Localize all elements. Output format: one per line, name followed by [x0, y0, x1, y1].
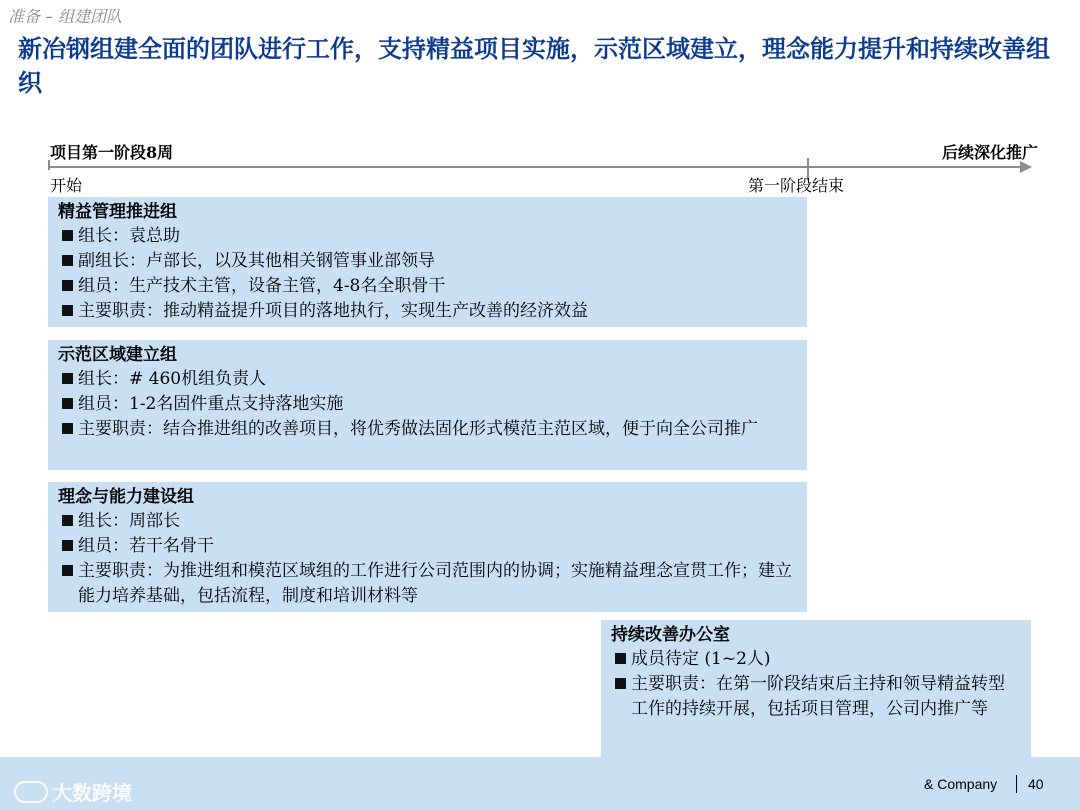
- group-title: 理念与能力建设组: [58, 487, 194, 507]
- list-item: 主要职责：推动精益提升项目的落地执行，实现生产改善的经济效益: [58, 299, 797, 324]
- timeline-arrowhead: [1020, 161, 1032, 173]
- timeline-phase-label: 项目第一阶段8周: [50, 143, 174, 162]
- list-item: 主要职责：为推进组和模范区域组的工作进行公司范围内的协调；实施精益理念宣贯工作；建立能力培养基础，包括流程，制度和培训材料等: [58, 559, 797, 609]
- square-bullet-icon: [62, 280, 73, 291]
- list-item: 组长：袁总助: [58, 224, 797, 249]
- square-bullet-icon: [62, 398, 73, 409]
- group-box-continuous-improvement: [601, 620, 1031, 757]
- timeline-start-tick: [48, 160, 50, 170]
- company-label: & Company: [924, 776, 998, 792]
- square-bullet-icon: [62, 230, 73, 241]
- logo-mark-icon: [14, 781, 48, 803]
- list-item: 组员：若干名骨干: [58, 534, 797, 559]
- group-box-demo-area: [48, 340, 807, 470]
- watermark-text: 大数跨境: [52, 781, 132, 805]
- square-bullet-icon: [615, 678, 626, 689]
- list-item: 成员待定 (1~2人): [611, 647, 1021, 672]
- page-title: 新冶钢组建全面的团队进行工作，支持精益项目实施，示范区域建立，理念能力提升和持续改善组织: [18, 35, 1050, 97]
- square-bullet-icon: [615, 653, 626, 664]
- watermark-logo: [14, 777, 132, 806]
- list-item: 组员：生产技术主管，设备主管，4-8名全职骨干: [58, 274, 797, 299]
- section-tag: 准备 – 组建团队: [8, 7, 123, 26]
- square-bullet-icon: [62, 255, 73, 266]
- square-bullet-icon: [62, 373, 73, 384]
- group-box-lean-promotion: [48, 197, 807, 327]
- group-title: 精益管理推进组: [58, 202, 177, 222]
- group-title: 示范区域建立组: [58, 345, 177, 365]
- list-item: 组长：# 460机组负责人: [58, 367, 797, 392]
- square-bullet-icon: [62, 305, 73, 316]
- square-bullet-icon: [62, 515, 73, 526]
- list-item: 组长：周部长: [58, 509, 797, 534]
- footer-divider: [1016, 775, 1017, 793]
- square-bullet-icon: [62, 423, 73, 434]
- timeline-followup-label: 后续深化推广: [941, 143, 1038, 162]
- page-number: 40: [1028, 776, 1044, 792]
- group-title: 持续改善办公室: [611, 625, 730, 645]
- square-bullet-icon: [62, 565, 73, 576]
- list-item: 主要职责：结合推进组的改善项目，将优秀做法固化形式模范主范区域，便于向全公司推广: [58, 417, 797, 442]
- group-box-concept-capability: [48, 482, 807, 612]
- timeline-start-label: 开始: [50, 176, 83, 195]
- list-item: 主要职责：在第一阶段结束后主持和领导精益转型工作的持续开展，包括项目管理，公司内推广等: [611, 672, 1021, 722]
- timeline-milestone-label: 第一阶段结束: [748, 176, 845, 195]
- timeline-axis: [48, 166, 1023, 168]
- list-item: 组员：1-2名固件重点支持落地实施: [58, 392, 797, 417]
- footer-bar: [0, 757, 1080, 810]
- square-bullet-icon: [62, 540, 73, 551]
- list-item: 副组长：卢部长，以及其他相关钢管事业部领导: [58, 249, 797, 274]
